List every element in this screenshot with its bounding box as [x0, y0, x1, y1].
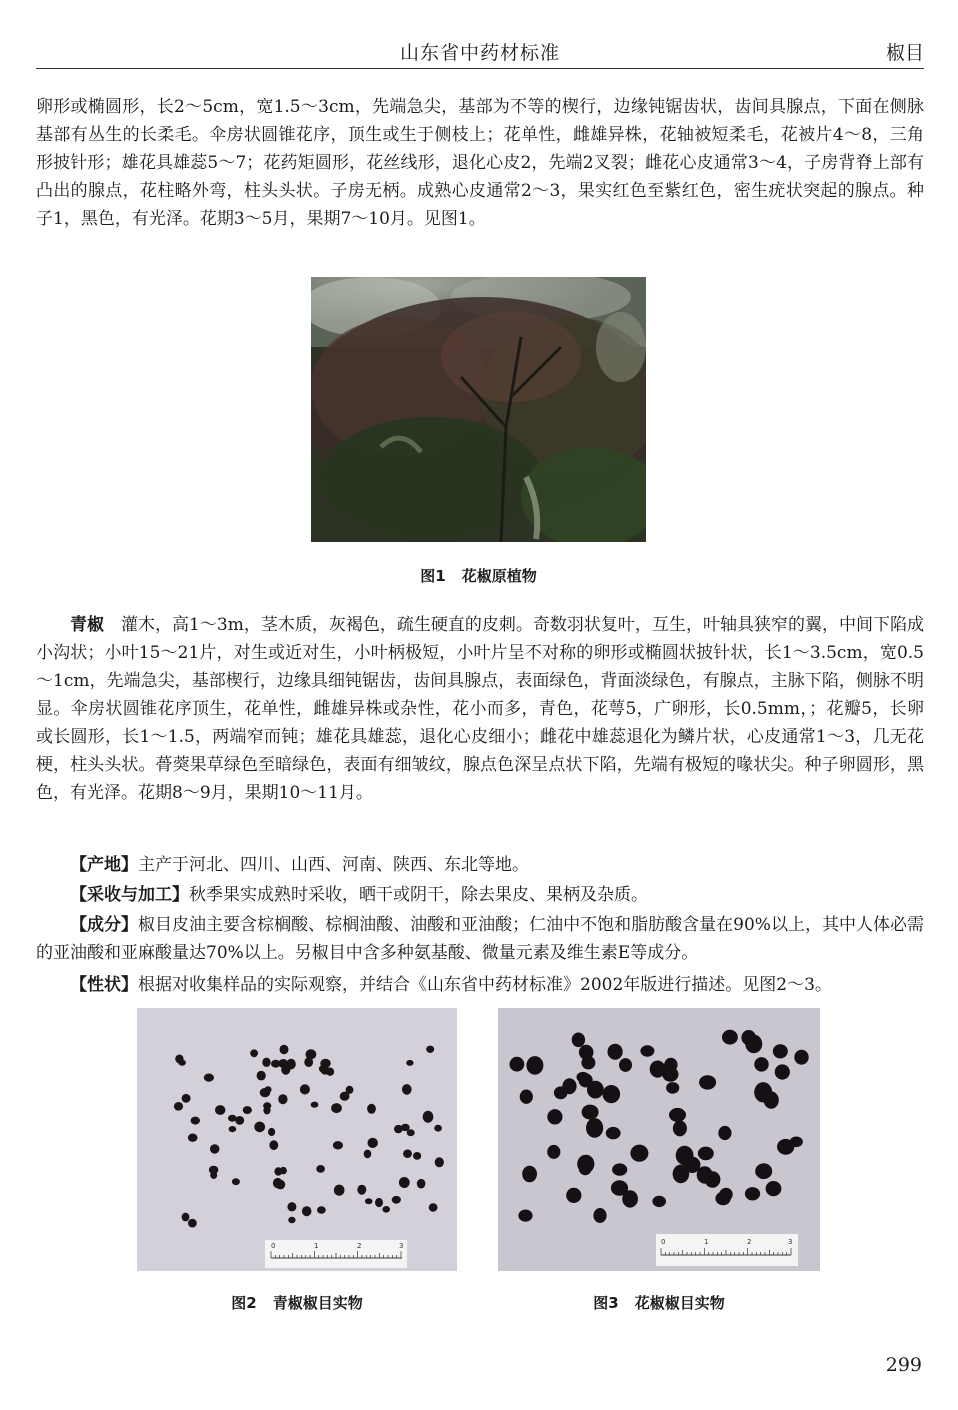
seed — [333, 1141, 343, 1149]
figure-2-photo — [137, 1008, 457, 1271]
seed — [510, 1057, 525, 1072]
figure-2-number: 图2 — [231, 1294, 257, 1312]
ruler-mark-1: 1 — [314, 1242, 319, 1250]
seed — [402, 1084, 412, 1095]
seed — [698, 1147, 714, 1161]
seed — [794, 1050, 808, 1065]
seed — [554, 1086, 568, 1099]
seed — [232, 1178, 240, 1185]
seed — [302, 1206, 312, 1216]
harvest-text: 秋季果实成熟时采收，晒干或阴干，除去果皮、果柄及杂质。 — [189, 885, 648, 905]
ruler-mark-2: 2 — [357, 1242, 362, 1250]
seed — [566, 1188, 581, 1203]
scale-ruler — [265, 1240, 407, 1268]
figure-1-photo — [311, 277, 646, 542]
plant-photo-image — [311, 277, 646, 542]
seed — [417, 1179, 426, 1189]
seed — [263, 1106, 270, 1114]
seed — [182, 1213, 190, 1222]
qingjiao-text: 灌木，高1～3m，茎木质，灰褐色，疏生硬直的皮刺。奇数羽状复叶，互生，叶轴具狭窄的翼，中间下陷成小沟状；小叶15～21片，对生或近对生，小叶柄极短，小叶片呈不对称的卵形或椭圆状披针状，长1～3.5cm，宽0.5～1cm，先端急尖，基部楔行，边缘具细钝锯齿，齿间具腺点，表面绿色，背面淡绿色，有腺点，主脉下陷，侧脉不明显。伞房状圆锥花序顶生，花单性，雌雄异株或杂性，花小而多，青色，花萼5，广卵形，长0.5mm，；花瓣5，长卵或长圆形，长1～1.5，两端窄而钝；雄花具雄蕊，退化心皮细小；雌花中雄蕊退化为鳞片状，心皮通常1～3，几无花梗，柱头头状。蓇葖果草绿色至暗绿色，表面有细皱纹，腺点色深呈点状下陷，先端有极短的喙状尖。种子卵圆形，黑色，有光泽。花期8～9月，果期10～11月。 — [36, 615, 925, 803]
seed — [321, 1066, 330, 1075]
seed — [401, 1124, 410, 1131]
seed — [581, 1056, 595, 1069]
seed — [188, 1219, 197, 1228]
seed — [587, 1081, 604, 1099]
seed — [287, 1202, 296, 1211]
seed — [423, 1111, 434, 1123]
paragraph-composition — [36, 911, 924, 967]
seed — [306, 1049, 317, 1059]
seed — [175, 1055, 183, 1064]
seed — [718, 1126, 731, 1140]
seed — [426, 1046, 434, 1053]
seed — [547, 1109, 562, 1124]
seed — [522, 1166, 537, 1183]
seed — [790, 1137, 803, 1148]
seed — [593, 1208, 606, 1223]
seed — [382, 1206, 390, 1213]
seed — [673, 1165, 690, 1184]
seed — [316, 1165, 325, 1173]
seed — [435, 1157, 444, 1167]
seed — [300, 1084, 310, 1094]
seed — [260, 1088, 271, 1097]
seed — [640, 1045, 654, 1056]
huajiao-seeds-image — [498, 1008, 820, 1271]
seed — [288, 1217, 295, 1223]
seed — [317, 1206, 326, 1213]
seed — [375, 1198, 383, 1207]
seed — [652, 1196, 666, 1207]
seed — [209, 1166, 219, 1174]
seed — [392, 1196, 401, 1204]
seed — [367, 1104, 376, 1114]
seed — [603, 1085, 621, 1103]
seed — [368, 1138, 378, 1148]
characteristics-text: 根据对收集样品的实际观察，并结合《山东省中药材标准》2002年版进行描述。见图2～3。 — [138, 975, 832, 995]
ruler-mark-3: 3 — [399, 1242, 404, 1250]
seed — [745, 1187, 760, 1200]
page-number: 299 — [885, 1354, 922, 1376]
seed — [775, 1064, 790, 1079]
seed — [311, 1102, 319, 1108]
seed — [257, 1071, 266, 1081]
origin-text: 主产于河北、四川、山西、河南、陕西、东北等地。 — [138, 855, 529, 875]
seed — [174, 1102, 183, 1111]
ruler-mark-0: 0 — [661, 1238, 666, 1246]
seed — [754, 1057, 768, 1072]
seed — [606, 1127, 621, 1139]
seed — [191, 1117, 200, 1125]
figure-1-title: 花椒原植物 — [461, 567, 537, 585]
seed — [278, 1094, 287, 1104]
seed — [268, 1128, 275, 1136]
seed — [699, 1075, 716, 1089]
seed — [669, 1108, 686, 1122]
seed — [520, 1090, 533, 1104]
composition-text: 椒目皮油主要含棕榈酸、棕榈油酸、油酸和亚油酸；仁油中不饱和脂肪酸含量在90%以上，其中人体必需的亚油酸和亚麻酸量达70%以上。另椒目中含多种氨基酸、微量元素及维生素E等成分。 — [36, 915, 925, 963]
figure-2-title: 青椒椒目实物 — [272, 1294, 363, 1312]
figure-3-photo — [498, 1008, 820, 1271]
seed — [399, 1177, 410, 1188]
seed — [364, 1150, 372, 1159]
seed — [766, 1181, 782, 1196]
harvest-lead: 【采收与加工】 — [70, 885, 189, 905]
seed — [182, 1094, 191, 1103]
seed — [331, 1103, 342, 1113]
seed — [754, 1082, 772, 1102]
seed — [547, 1145, 560, 1159]
seed — [705, 1171, 721, 1188]
scale-ruler — [656, 1234, 798, 1266]
seed — [280, 1045, 289, 1054]
seed — [365, 1198, 373, 1204]
ruler-mark-1: 1 — [704, 1238, 709, 1246]
ruler-mark-0: 0 — [271, 1242, 276, 1250]
seed — [235, 1116, 244, 1125]
seed — [434, 1125, 442, 1132]
seed — [662, 1067, 678, 1082]
header-title: 山东省中药材标准 — [399, 42, 560, 64]
seed — [630, 1145, 648, 1162]
characteristics-lead: 【性状】 — [70, 975, 138, 995]
paragraph-description-continued: 卵形或椭圆形，长2～5cm，宽1.5～3cm，先端急尖，基部为不等的楔行，边缘钝锯齿状，齿间具腺点，下面在侧脉基部有丛生的长柔毛。伞房状圆锥花序，顶生或生于侧枝上；花单性，雌雄异株，花轴被短柔毛，花被片4～8，三角形披针形；雄花具雄蕊5～7；花药矩圆形，花丝线形，退化心皮2，先端2叉裂；雌花心皮通常3～4，子房背脊上部有凸出的腺点，花柱略外弯，柱头头状。子房无柄。成熟心皮通常2～3，果实红色至紫红色，密生疣状突起的腺点。种子1，黑色，有光泽。花期3～5月，果期7～10月。见图1。 — [36, 97, 924, 229]
seed — [228, 1115, 237, 1122]
seed — [773, 1044, 788, 1058]
figure-2-caption — [137, 1292, 457, 1313]
running-header — [36, 36, 924, 69]
seed — [619, 1058, 632, 1072]
seed — [357, 1185, 366, 1195]
seed — [586, 1118, 603, 1138]
seed — [269, 1140, 278, 1150]
seed — [612, 1163, 627, 1175]
seed — [210, 1144, 220, 1153]
seed — [346, 1086, 354, 1094]
seed — [413, 1152, 421, 1160]
composition-lead: 【成分】 — [70, 915, 139, 935]
seed — [250, 1049, 258, 1057]
paragraph-qingjiao — [36, 611, 924, 807]
seed — [403, 1149, 412, 1158]
seed — [262, 1058, 270, 1067]
seed — [204, 1074, 214, 1082]
seed — [745, 1035, 762, 1054]
seed — [273, 1178, 283, 1188]
paragraph-characteristics — [36, 971, 924, 999]
ruler-mark-3: 3 — [788, 1238, 793, 1246]
header-section: 椒目 — [885, 42, 924, 64]
seed — [406, 1060, 413, 1066]
qingjiao-lead: 青椒 — [70, 615, 105, 635]
origin-lead: 【产地】 — [70, 855, 138, 875]
seed — [334, 1185, 345, 1196]
figure-3-title: 花椒椒目实物 — [634, 1294, 725, 1312]
seed — [229, 1126, 237, 1132]
ruler-mark-2: 2 — [747, 1238, 752, 1246]
seed — [188, 1134, 198, 1142]
figure-3-caption — [498, 1292, 820, 1313]
seed — [254, 1122, 265, 1133]
seed — [722, 1030, 738, 1045]
seed — [274, 1167, 282, 1175]
seed — [572, 1033, 585, 1048]
seed — [582, 1105, 599, 1120]
seed — [673, 1120, 687, 1136]
seed — [608, 1044, 623, 1060]
paragraph-origin — [36, 851, 924, 879]
seed — [518, 1210, 532, 1222]
qingjiao-seeds-image — [137, 1008, 457, 1271]
seed — [579, 1161, 592, 1176]
paragraph-harvest — [36, 881, 924, 909]
seed — [271, 1060, 280, 1068]
figure-1-number: 图1 — [420, 567, 446, 585]
seed — [215, 1105, 225, 1115]
seed — [243, 1106, 252, 1114]
seed — [755, 1163, 772, 1179]
seed — [611, 1180, 628, 1196]
seed — [526, 1056, 543, 1075]
figure-1-caption — [311, 565, 646, 586]
figure-3-number: 图3 — [593, 1294, 619, 1312]
seed — [715, 1192, 730, 1206]
seed — [666, 1082, 679, 1094]
seed — [429, 1203, 438, 1211]
